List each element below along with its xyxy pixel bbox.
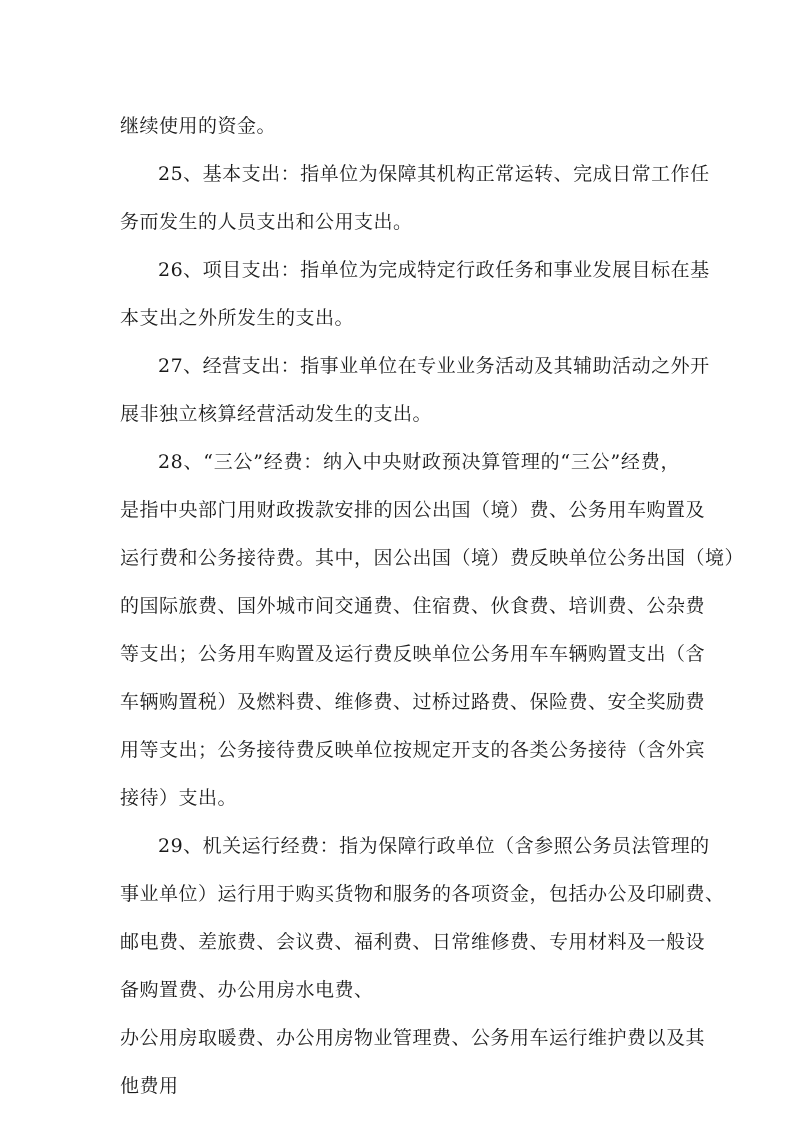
text-line: 继续使用的资金。 bbox=[120, 115, 277, 137]
text-line: 运行费和公务接待费。其中，因公出国（境）费反映单位公务出国（境） bbox=[120, 547, 745, 569]
text-line: 办公用房取暖费、办公用房物业管理费、公务用车运行维护费以及其 bbox=[120, 1027, 706, 1049]
text-line: 务而发生的人员支出和公用支出。 bbox=[120, 211, 413, 233]
text-line: 本支出之外所发生的支出。 bbox=[120, 307, 355, 329]
text-line: 事业单位）运行用于购买货物和服务的各项资金，包括办公及印刷费、 bbox=[120, 883, 725, 905]
text-line: 是指中央部门用财政拨款安排的因公出国（境）费、公务用车购置及 bbox=[120, 499, 706, 521]
item-28-heading-line: 28、“三公”经费：纳入中央财政预决算管理的“三公”经费， bbox=[158, 451, 680, 473]
item-26-heading-line: 26、项目支出：指单位为完成特定行政任务和事业发展目标在基 bbox=[158, 259, 710, 281]
text-line: 他费用 bbox=[120, 1075, 179, 1097]
item-29-heading-line: 29、机关运行经费：指为保障行政单位（含参照公务员法管理的 bbox=[158, 835, 710, 857]
text-line: 用等支出；公务接待费反映单位按规定开支的各类公务接待（含外宾 bbox=[120, 739, 706, 761]
text-line: 等支出；公务用车购置及运行费反映单位公务用车车辆购置支出（含 bbox=[120, 643, 706, 665]
text-line: 接待）支出。 bbox=[120, 787, 238, 809]
text-line: 车辆购置税）及燃料费、维修费、过桥过路费、保险费、安全奖励费 bbox=[120, 691, 706, 713]
text-line: 邮电费、差旅费、会议费、福利费、日常维修费、专用材料及一般设 bbox=[120, 931, 706, 953]
text-line: 展非独立核算经营活动发生的支出。 bbox=[120, 403, 433, 425]
text-line: 备购置费、办公用房水电费、 bbox=[120, 979, 374, 1001]
item-27-heading-line: 27、经营支出：指事业单位在专业业务活动及其辅助活动之外开 bbox=[158, 355, 710, 377]
item-25-heading-line: 25、基本支出：指单位为保障其机构正常运转、完成日常工作任 bbox=[158, 163, 710, 185]
text-line: 的国际旅费、国外城市间交通费、住宿费、伙食费、培训费、公杂费 bbox=[120, 595, 706, 617]
